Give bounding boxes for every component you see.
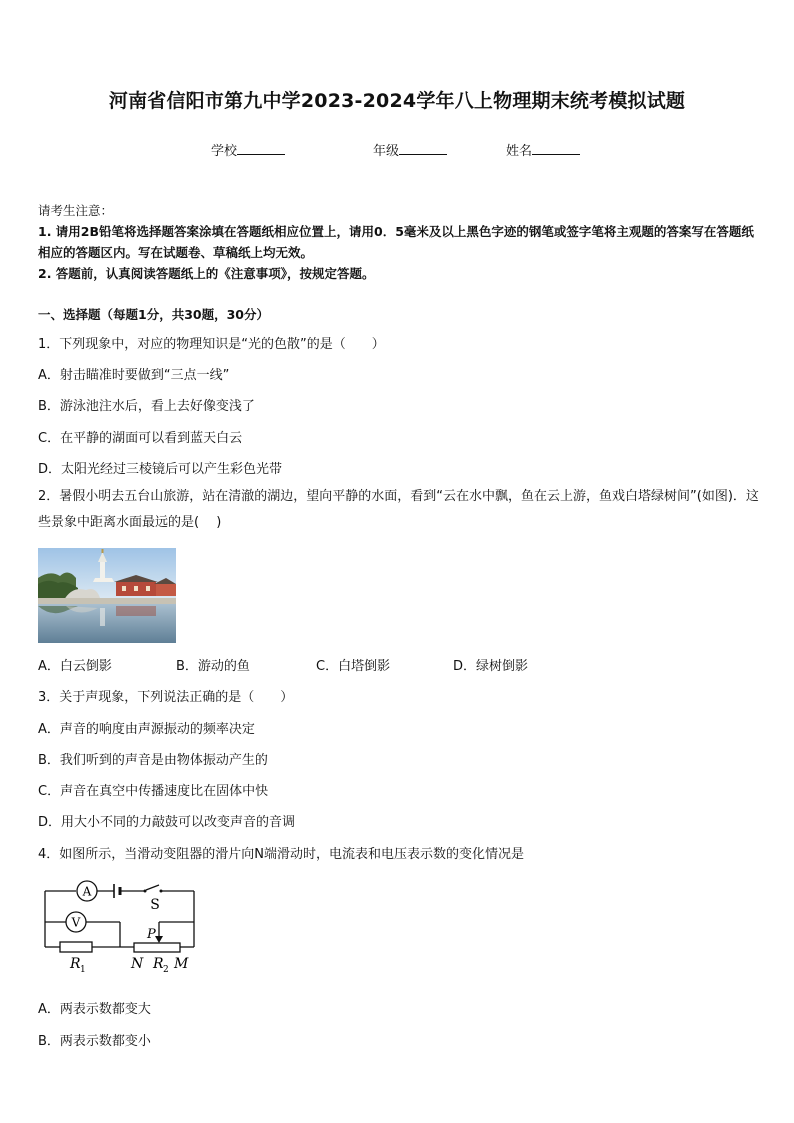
ammeter-label: A xyxy=(82,884,92,899)
question-3-option-d: D．用大小不同的力敲鼓可以改变声音的音调 xyxy=(38,815,296,830)
question-3-stem: 3．关于声现象，下列说法正确的是（ ） xyxy=(38,690,294,705)
switch-blade xyxy=(146,885,159,890)
grade-label: 年级 xyxy=(373,144,400,159)
switch-label: S xyxy=(150,897,160,913)
name-field xyxy=(506,140,580,159)
question-3-option-c: C．声音在真空中传播速度比在固体中快 xyxy=(38,784,269,799)
question-3-option-b: B．我们听到的声音是由物体振动产生的 xyxy=(38,753,268,768)
r1-subscript: 1 xyxy=(80,965,86,975)
question-1-option-b: B．游泳池注水后，看上去好像变浅了 xyxy=(38,399,255,414)
school-label: 学校 xyxy=(211,144,238,159)
school-blank xyxy=(237,142,285,155)
page-title: 河南省信阳市第九中学2023-2024学年八上物理期末统考模拟试题 xyxy=(108,90,686,112)
r2-rheostat xyxy=(134,943,180,952)
question-2-stem: 2．暑假小明去五台山旅游，站在清澈的湖边，望向平静的水面，看到“云在水中飘，鱼在云上游，鱼戏白塔绿树间”(如图)．这些景象中距离水面最远的是( ) xyxy=(38,489,759,530)
question-1-option-a: A．射击瞄准时要做到“三点一线” xyxy=(38,368,230,383)
question-4-option-a: A．两表示数都变大 xyxy=(38,1002,151,1017)
question-2-option-d: D．绿树倒影 xyxy=(453,659,529,674)
notice-item-2: 2. 答题前，认真阅读答题纸上的《注意事项》，按规定答题。 xyxy=(38,266,375,281)
notice-block xyxy=(38,200,760,284)
r1-resistor xyxy=(60,942,92,952)
r1-label: R xyxy=(70,956,81,972)
question-1-option-c: C．在平静的湖面可以看到蓝天白云 xyxy=(38,431,243,446)
school-field xyxy=(211,140,285,159)
question-2-option-c: C．白塔倒影 xyxy=(316,659,391,674)
r2-subscript: 2 xyxy=(163,965,169,975)
lake-photo-illustration xyxy=(38,548,176,643)
name-blank xyxy=(532,142,580,155)
question-4-option-b: B．两表示数都变小 xyxy=(38,1034,151,1049)
notice-item-1: 1. 请用2B铅笔将选择题答案涂填在答题纸相应位置上，请用0．5毫米及以上黑色字迹的钢笔或签字笔将主观题的答案写在答题纸相应的答题区内。写在试题卷、草稿纸上均无效。 xyxy=(38,224,754,260)
grade-blank xyxy=(399,142,447,155)
circuit-diagram xyxy=(34,874,204,978)
m-label: M xyxy=(174,956,189,972)
slider-label: P xyxy=(147,927,156,942)
question-2-option-b: B．游动的鱼 xyxy=(176,659,250,674)
question-4-stem: 4．如图所示，当滑动变阻器的滑片向N端滑动时，电流表和电压表示数的变化情况是 xyxy=(38,847,524,862)
n-label: N xyxy=(131,956,144,972)
question-1-option-d: D．太阳光经过三棱镜后可以产生彩色光带 xyxy=(38,462,283,477)
slider-arrow xyxy=(155,936,163,943)
question-3-option-a: A．声音的响度由声源振动的频率决定 xyxy=(38,722,255,737)
notice-heading: 请考生注意： xyxy=(38,203,114,218)
lake-pagoda-photo xyxy=(38,548,176,643)
circuit-drawing xyxy=(34,874,204,978)
question-1-stem: 1．下列现象中，对应的物理知识是“光的色散”的是（ ） xyxy=(38,337,385,352)
grade-field xyxy=(373,140,447,159)
name-label: 姓名 xyxy=(506,144,533,159)
r2-label: R xyxy=(153,956,164,972)
section-heading: 一、选择题（每题1分，共30题，30分） xyxy=(38,307,269,322)
voltmeter-label: V xyxy=(71,915,81,930)
student-info-row xyxy=(0,140,794,160)
question-2-option-a: A．白云倒影 xyxy=(38,659,112,674)
